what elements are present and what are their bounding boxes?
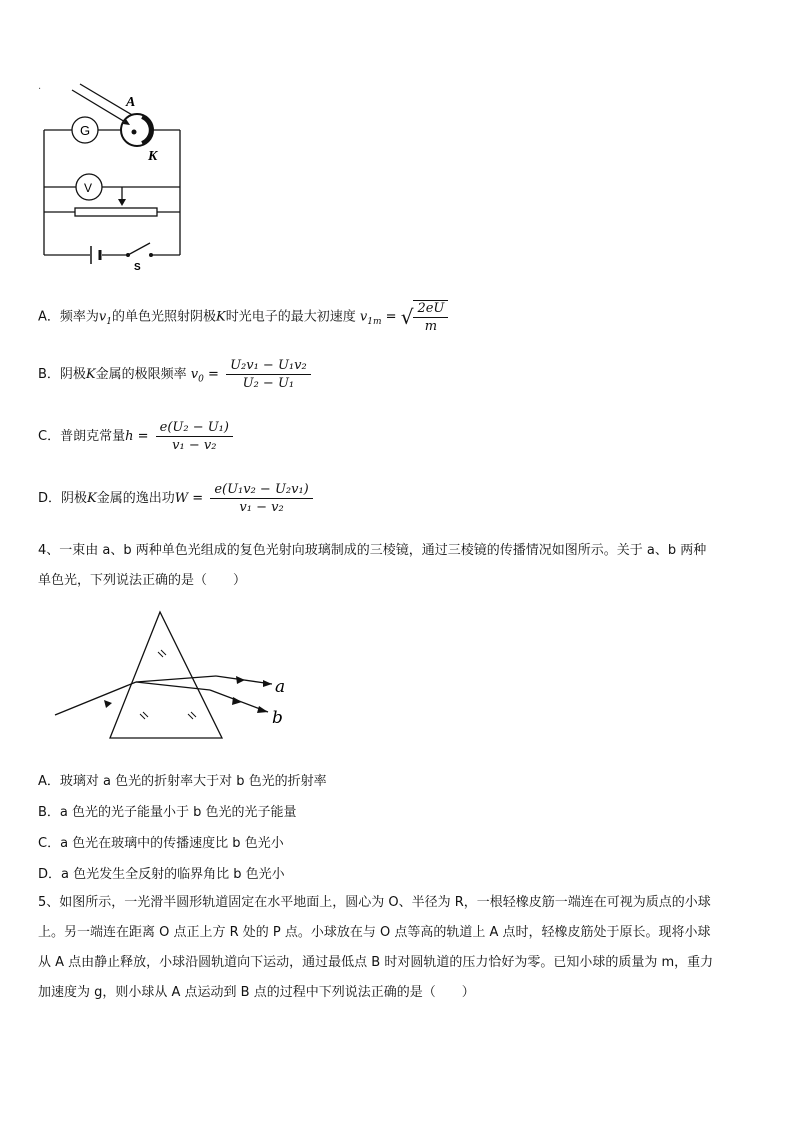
math-K: K <box>216 309 226 325</box>
q3-option-c <box>38 420 233 453</box>
math-sub: 0 <box>198 374 204 385</box>
math-lhs: v <box>190 367 199 382</box>
option-text: 时光电子的最大初速度 <box>225 309 356 325</box>
q4-stem <box>38 536 760 596</box>
frac-den: v₁ − v₂ <box>239 500 284 515</box>
math-eq: = <box>385 309 397 325</box>
frac-num: e(U₁v₂ − U₂v₁) <box>210 482 312 499</box>
math-v: v <box>98 309 107 325</box>
fraction <box>156 420 233 453</box>
switch-blade <box>128 243 150 255</box>
sqrt-fraction <box>413 300 448 334</box>
q4-option-c: C．a 色光在玻璃中的传播速度比 b 色光小 <box>38 836 284 851</box>
rheostat <box>75 208 157 216</box>
q3-option-a <box>38 300 448 334</box>
option-text: 的单色光照射阴极 <box>112 309 217 325</box>
ray-a-inside <box>136 676 216 682</box>
q5-line-2: 上。另一端连在距离 O 点正上方 R 处的 P 点。小球放在与 O 点等高的轨道上 A 点时，轻橡皮筋处于原长。现将小球 <box>38 925 711 940</box>
math-lhs: v <box>359 309 368 325</box>
label-a: a <box>275 677 286 697</box>
frac-den: v₁ − v₂ <box>172 438 217 453</box>
math-sub: 1m <box>367 317 382 328</box>
fraction <box>226 358 311 391</box>
math-K: K <box>87 491 97 506</box>
q4-option-b: B．a 色光的光子能量小于 b 色光的光子能量 <box>38 805 297 820</box>
math-eq: = <box>208 367 219 382</box>
q4-stem-line-1: 4、一束由 a、b 两种单色光组成的复色光射向玻璃制成的三棱镜，通过三棱镜的传播情况如图所示。关于 a、b 两种 <box>38 543 707 558</box>
q3-option-b <box>38 358 311 391</box>
label-K: K <box>148 149 158 164</box>
math-lhs: W <box>174 491 189 506</box>
math-K: K <box>85 367 96 382</box>
q5-line-4: 加速度为 g，则小球从 A 点运动到 B 点的过程中下列说法正确的是（ ） <box>38 985 475 1000</box>
ray-b-inside <box>136 682 210 690</box>
option-text: 金属的逸出功 <box>96 491 175 506</box>
math-eq: = <box>192 491 204 506</box>
incident-ray <box>55 682 136 715</box>
label-A: A <box>126 95 136 110</box>
q4-stem-line-2: 单色光，下列说法正确的是（ ） <box>38 573 247 588</box>
label-G: G <box>80 123 91 138</box>
label-V: V <box>84 181 93 195</box>
frac-num: U₂v₁ − U₁v₂ <box>226 358 311 375</box>
frac-den: U₂ − U₁ <box>242 376 295 391</box>
q4-option-a: A．玻璃对 a 色光的折射率大于对 b 色光的折射率 <box>38 774 327 789</box>
option-text: B．阴极 <box>38 367 86 382</box>
option-text: A．频率为 <box>38 309 99 325</box>
q5-stem <box>38 888 760 1008</box>
photoelectric-circuit-diagram <box>30 80 200 275</box>
math-lhs: h <box>125 429 134 444</box>
q3-option-d <box>38 482 313 515</box>
label-b: b <box>272 708 283 728</box>
fraction <box>210 482 312 515</box>
math-eq: = <box>137 429 149 444</box>
option-text: C．普朗克常量 <box>38 429 126 444</box>
sqrt-symbol: √ <box>400 305 414 329</box>
option-text: D．阴极 <box>38 491 88 506</box>
math-sub: 1 <box>106 317 112 328</box>
frac-num: 2eU <box>413 301 448 318</box>
frac-den: m <box>424 319 438 334</box>
stray-mark: · <box>38 84 42 95</box>
label-S: S <box>134 262 141 273</box>
q5-line-1: 5、如图所示，一光滑半圆形轨道固定在水平地面上，圆心为 O、半径为 R，一根轻橡皮筋一端连在可视为质点的小球 <box>38 895 711 910</box>
frac-num: e(U₂ − U₁) <box>156 420 233 437</box>
option-text: 金属的极限频率 <box>95 367 187 382</box>
prism <box>110 612 222 738</box>
prism-figure <box>50 608 300 743</box>
q4-option-d: D．a 色光发生全反射的临界角比 b 色光小 <box>38 867 285 882</box>
q5-line-3: 从 A 点由静止释放，小球沿圆轨道向下运动，通过最低点 B 时对圆轨道的压力恰好为零。已知小球的质量为 m，重力 <box>38 955 714 970</box>
